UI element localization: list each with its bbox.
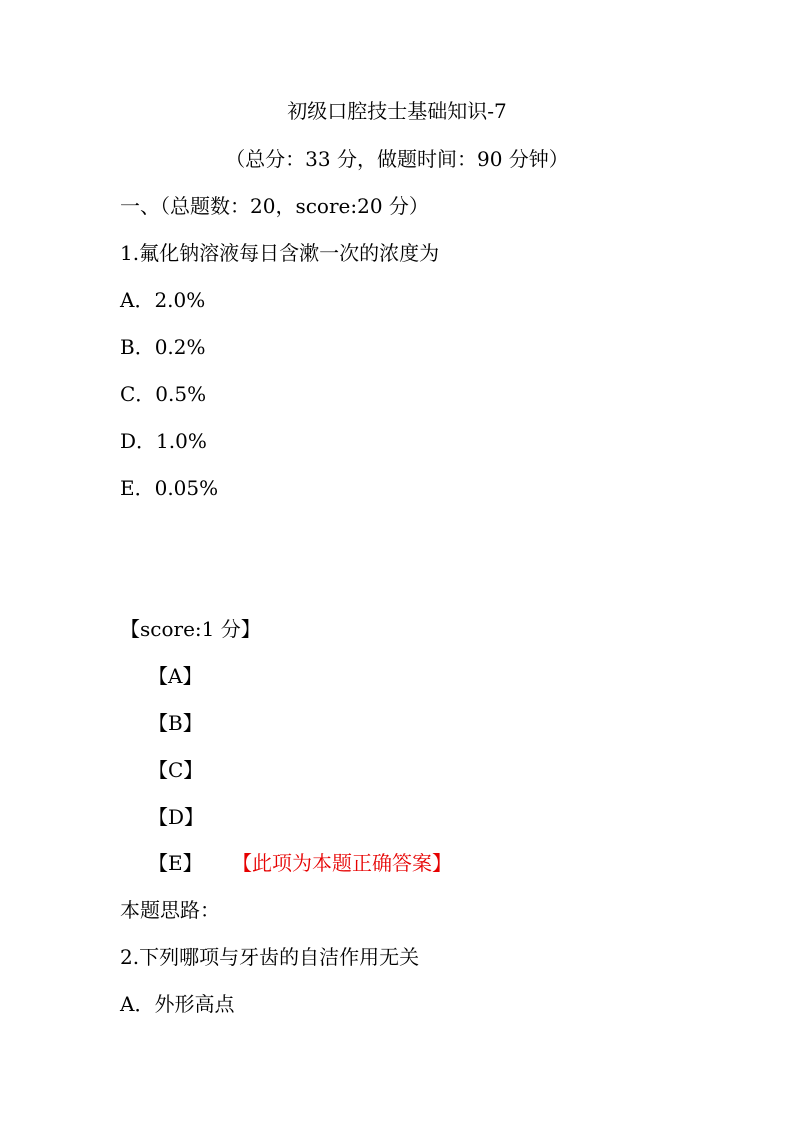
option-d: D．1.0% [120,429,207,453]
exam-summary: （总分：33 分，做题时间：90 分钟） [225,147,569,171]
explanation-label: 本题思路： [120,898,220,922]
answer-option-d: 【D】 [148,805,205,829]
question-stem: 1.氟化钠溶液每日含漱一次的浓度为 [120,241,440,265]
exam-title: 初级口腔技士基础知识-7 [287,99,507,123]
option-a: A．外形高点 [120,992,235,1016]
option-e: E．0.05% [120,476,219,500]
question-stem: 2.下列哪项与牙齿的自洁作用无关 [120,945,420,969]
score-label: 【score:1 分】 [120,617,261,641]
answer-option-e: 【E】 [148,851,203,875]
answer-option-b: 【B】 [148,711,203,735]
option-c: C．0.5% [120,382,207,406]
option-b: B．0.2% [120,335,206,359]
answer-option-a: 【A】 [148,664,203,688]
correct-answer-marker: 【此项为本题正确答案】 [232,851,452,875]
option-a: A．2.0% [120,288,206,312]
section-heading: 一、（总题数：20，score:20 分） [120,194,429,218]
answer-option-c: 【C】 [148,758,204,782]
